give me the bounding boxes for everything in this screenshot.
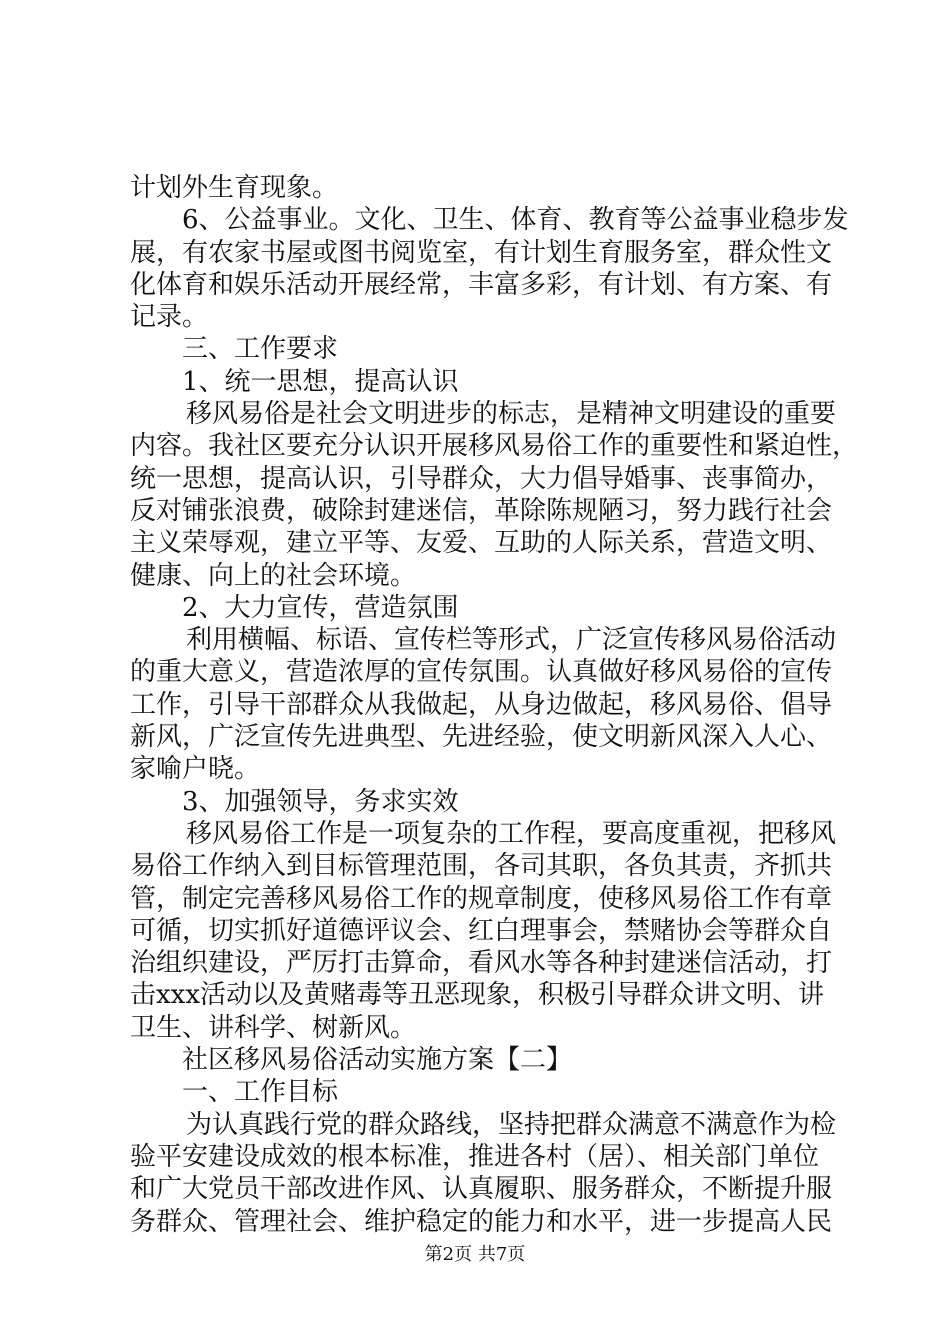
section-heading: 三、工作要求	[182, 334, 339, 365]
text-line: 家喻户晓。	[130, 754, 261, 785]
text-line: 主义荣辱观，建立平等、友爱、互助的人际关系，营造文明、	[130, 528, 833, 559]
text-line: 记录。	[130, 302, 209, 333]
text-line: 可循，切实抓好道德评议会、红白理事会，禁赌协会等群众自	[130, 915, 833, 946]
text-line: 和广大党员干部改进作风、认真履职、服务群众，不断提升服	[130, 1174, 833, 1205]
text-line: 6、公益事业。文化、卫生、体育、教育等公益事业稳步发	[182, 205, 849, 236]
text-line: 健康、向上的社会环境。	[130, 560, 417, 591]
text-line: 卫生、讲科学、树新风。	[130, 1012, 417, 1043]
text-line: 移风易俗工作是一项复杂的工作程，要高度重视，把移风	[186, 818, 837, 849]
subsection-heading: 2、大力宣传，营造氛围	[182, 592, 459, 623]
text-line: 反对铺张浪费，破除封建迷信，革除陈规陋习，努力践行社会	[130, 495, 833, 526]
text-line: 击xxx活动以及黄赌毒等丑恶现象，积极引导群众讲文明、讲	[130, 980, 824, 1011]
text-line: 管，制定完善移风易俗工作的规章制度，使移风易俗工作有章	[130, 883, 833, 914]
text-line: 移风易俗是社会文明进步的标志，是精神文明建设的重要	[186, 399, 837, 430]
text-line: 展，有农家书屋或图书阅览室，有计划生育服务室，群众性文	[130, 237, 833, 268]
text-line: 统一思想，提高认识，引导群众，大力倡导婚事、丧事简办，	[130, 463, 833, 494]
text-line: 验平安建设成效的根本标准，推进各村（居）、相关部门单位	[130, 1141, 820, 1172]
text-line: 计划外生育现象。	[130, 173, 339, 203]
page-number: 第2页 共7页	[424, 1244, 526, 1265]
text-line: 务群众、管理社会、维护稳定的能力和水平，进一步提高人民	[130, 1206, 833, 1237]
text-line: 利用横幅、标语、宣传栏等形式，广泛宣传移风易俗活动	[186, 625, 837, 656]
text-line: 内容。我社区要充分认识开展移风易俗工作的重要性和紧迫性，	[130, 431, 859, 462]
section-heading: 一、工作目标	[182, 1077, 339, 1108]
subsection-heading: 1、统一思想，提高认识	[182, 366, 459, 397]
text-line: 的重大意义，营造浓厚的宣传氛围。认真做好移风易俗的宣传	[130, 657, 833, 688]
document-body	[130, 172, 859, 1238]
subsection-heading: 3、加强领导，务求实效	[182, 786, 459, 817]
text-line: 为认真践行党的群众路线，坚持把群众满意不满意作为检	[186, 1109, 837, 1140]
text-line: 工作，引导干部群众从我做起，从身边做起，移风易俗、倡导	[130, 689, 833, 720]
document-title: 社区移风易俗活动实施方案【二】	[182, 1045, 573, 1076]
text-line: 易俗工作纳入到目标管理范围，各司其职，各负其责，齐抓共	[130, 851, 833, 882]
text-line: 新风，广泛宣传先进典型、先进经验，使文明新风深入人心、	[130, 722, 833, 753]
text-line: 化体育和娱乐活动开展经常，丰富多彩，有计划、有方案、有	[130, 269, 833, 300]
text-line: 治组织建设，严厉打击算命，看风水等各种封建迷信活动，打	[130, 948, 833, 979]
